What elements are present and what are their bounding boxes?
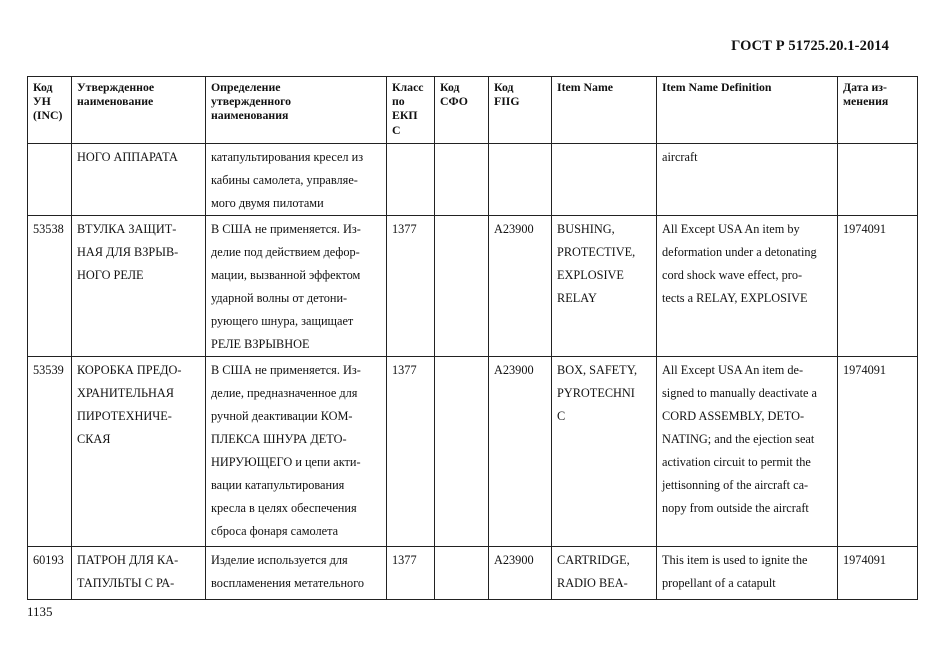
cell-text-line: EXPLOSIVE bbox=[557, 268, 624, 282]
cell-text-line: jettisonning of the aircraft ca- bbox=[662, 478, 809, 492]
column-header-fiig bbox=[489, 77, 552, 144]
table-row bbox=[28, 144, 918, 216]
column-header-line: менения bbox=[843, 94, 889, 109]
cell-text-line: CARTRIDGE, bbox=[557, 553, 630, 567]
cell-text-line: deformation under a detonating bbox=[662, 245, 817, 259]
cell-text-line: ударной волны от детони- bbox=[211, 291, 348, 305]
table-row bbox=[28, 357, 918, 547]
cell-text-line: BUSHING, bbox=[557, 222, 615, 236]
column-header-line: УН bbox=[33, 94, 51, 109]
cell-text-line: РЕЛЕ ВЗРЫВНОЕ bbox=[211, 337, 310, 351]
cell-text-line: CORD ASSEMBLY, DETO- bbox=[662, 409, 805, 423]
cell-text-line: ПАТРОН ДЛЯ КА- bbox=[77, 553, 179, 567]
cell-text-line: PYROTECHNI bbox=[557, 386, 635, 400]
cell-text-line: RELAY bbox=[557, 291, 597, 305]
inc-cell bbox=[28, 144, 72, 216]
column-header-definition bbox=[206, 77, 387, 144]
approved-name-cell bbox=[72, 547, 206, 600]
date-cell: 1974091 bbox=[838, 547, 918, 600]
sfo-cell bbox=[435, 357, 489, 547]
cell-text-line: NATING; and the ejection seat bbox=[662, 432, 815, 446]
cell-text-line: cord shock wave effect, pro- bbox=[662, 268, 803, 282]
item-name-cell bbox=[552, 357, 657, 547]
cell-text-line: сброса фонаря самолета bbox=[211, 524, 339, 538]
approved-name-cell bbox=[72, 144, 206, 216]
fiig-cell bbox=[489, 144, 552, 216]
catalog-table bbox=[27, 76, 918, 600]
definition-cell bbox=[206, 357, 387, 547]
column-header-line: Класс bbox=[392, 80, 424, 94]
cell-text-line: signed to manually deactivate a bbox=[662, 386, 818, 400]
column-header-sfo bbox=[435, 77, 489, 144]
table-header-row bbox=[28, 77, 918, 144]
cell-text-line: НАЯ ДЛЯ ВЗРЫВ- bbox=[77, 245, 179, 259]
column-header-line: ЕКП bbox=[392, 108, 418, 123]
definition-cell bbox=[206, 144, 387, 216]
item-definition-cell bbox=[657, 357, 838, 547]
class-cell: 1377 bbox=[387, 357, 435, 547]
column-header-date bbox=[838, 77, 918, 144]
column-header-inc bbox=[28, 77, 72, 144]
cell-text-line: КОРОБКА ПРЕДО- bbox=[77, 363, 182, 377]
cell-text-line: НОГО РЕЛЕ bbox=[77, 268, 144, 282]
cell-text-line: PROTECTIVE, bbox=[557, 245, 636, 259]
fiig-cell: A23900 bbox=[489, 547, 552, 600]
column-header-name bbox=[72, 77, 206, 144]
fiig-cell: A23900 bbox=[489, 216, 552, 357]
cell-text-line: All Except USA An item de- bbox=[662, 363, 804, 377]
cell-text-line: RADIO BEA- bbox=[557, 576, 628, 590]
inc-cell: 53538 bbox=[28, 216, 72, 357]
cell-text-line: ПИРОТЕХНИЧЕ- bbox=[77, 409, 172, 423]
item-name-cell bbox=[552, 547, 657, 600]
cell-text-line: ПЛЕКСА ШНУРА ДЕТО- bbox=[211, 432, 347, 446]
column-header-line: Утвержденное bbox=[77, 80, 155, 94]
cell-text-line: C bbox=[557, 409, 566, 423]
item-definition-cell bbox=[657, 547, 838, 600]
cell-text-line: делие, предназначенное для bbox=[211, 386, 358, 400]
cell-text-line: НОГО АППАРАТА bbox=[77, 150, 178, 164]
column-header-line: по bbox=[392, 94, 405, 109]
definition-cell bbox=[206, 547, 387, 600]
column-header-line: Дата из- bbox=[843, 80, 887, 94]
item-definition-cell bbox=[657, 144, 838, 216]
item-name-cell bbox=[552, 216, 657, 357]
cell-text-line: propellant of a catapult bbox=[662, 576, 776, 590]
cell-text-line: рующего шнура, защищает bbox=[211, 314, 354, 328]
class-cell: 1377 bbox=[387, 216, 435, 357]
cell-text-line: activation circuit to permit the bbox=[662, 455, 811, 469]
column-header-item-def bbox=[657, 77, 838, 144]
document-title: ГОСТ Р 51725.20.1-2014 bbox=[731, 38, 889, 54]
cell-text-line: НИРУЮЩЕГО и цепи акти- bbox=[211, 455, 361, 469]
column-header-line: (INC) bbox=[33, 108, 63, 123]
column-header-line: Item Name Definition bbox=[662, 80, 772, 94]
cell-text-line: кабины самолета, управляе- bbox=[211, 173, 358, 187]
approved-name-cell bbox=[72, 357, 206, 547]
cell-text-line: ВТУЛКА ЗАЩИТ- bbox=[77, 222, 177, 236]
cell-text-line: мого двумя пилотами bbox=[211, 196, 324, 210]
column-header-line: Код bbox=[440, 80, 460, 94]
cell-text-line: В США не применяется. Из- bbox=[211, 222, 361, 236]
column-header-line: Код bbox=[33, 80, 53, 94]
column-header-item-name bbox=[552, 77, 657, 144]
cell-text-line: All Except USA An item by bbox=[662, 222, 800, 236]
inc-cell: 60193 bbox=[28, 547, 72, 600]
cell-text-line: tects a RELAY, EXPLOSIVE bbox=[662, 291, 808, 305]
fiig-cell: A23900 bbox=[489, 357, 552, 547]
column-header-line: наименование bbox=[77, 94, 154, 109]
cell-text-line: воспламенения метательного bbox=[211, 576, 365, 590]
cell-text-line: ХРАНИТЕЛЬНАЯ bbox=[77, 386, 175, 400]
page-number: 1135 bbox=[27, 604, 53, 619]
cell-text-line: мации, вызванной эффектом bbox=[211, 268, 361, 282]
column-header-line: Код bbox=[494, 80, 514, 94]
sfo-cell bbox=[435, 216, 489, 357]
inc-cell: 53539 bbox=[28, 357, 72, 547]
cell-text-line: aircraft bbox=[662, 150, 698, 164]
date-cell bbox=[838, 144, 918, 216]
item-name-cell bbox=[552, 144, 657, 216]
class-cell bbox=[387, 144, 435, 216]
cell-text-line: делие под действием дефор- bbox=[211, 245, 360, 259]
cell-text-line: This item is used to ignite the bbox=[662, 553, 808, 567]
column-header-line: СФО bbox=[440, 94, 468, 109]
definition-cell bbox=[206, 216, 387, 357]
date-cell: 1974091 bbox=[838, 357, 918, 547]
cell-text-line: Изделие используется для bbox=[211, 553, 348, 567]
cell-text-line: вации катапультирования bbox=[211, 478, 345, 492]
cell-text-line: BOX, SAFETY, bbox=[557, 363, 638, 377]
column-header-line: С bbox=[392, 122, 401, 137]
column-header-class bbox=[387, 77, 435, 144]
cell-text-line: В США не применяется. Из- bbox=[211, 363, 361, 377]
cell-text-line: кресла в целях обеспечения bbox=[211, 501, 357, 515]
table-row bbox=[28, 547, 918, 600]
column-header-line: утвержденного bbox=[211, 94, 292, 109]
cell-text-line: СКАЯ bbox=[77, 432, 111, 446]
column-header-line: Item Name bbox=[557, 80, 614, 94]
approved-name-cell bbox=[72, 216, 206, 357]
cell-text-line: ТАПУЛЬТЫ С РА- bbox=[77, 576, 175, 590]
cell-text-line: катапультирования кресел из bbox=[211, 150, 364, 164]
date-cell: 1974091 bbox=[838, 216, 918, 357]
sfo-cell bbox=[435, 547, 489, 600]
cell-text-line: ручной деактивации КОМ- bbox=[211, 409, 353, 423]
cell-text-line: nopy from outside the aircraft bbox=[662, 501, 809, 515]
class-cell: 1377 bbox=[387, 547, 435, 600]
table-row bbox=[28, 216, 918, 357]
item-definition-cell bbox=[657, 216, 838, 357]
column-header-line: Определение bbox=[211, 80, 281, 94]
column-header-line: FIIG bbox=[494, 94, 520, 109]
column-header-line: наименования bbox=[211, 108, 289, 123]
sfo-cell bbox=[435, 144, 489, 216]
